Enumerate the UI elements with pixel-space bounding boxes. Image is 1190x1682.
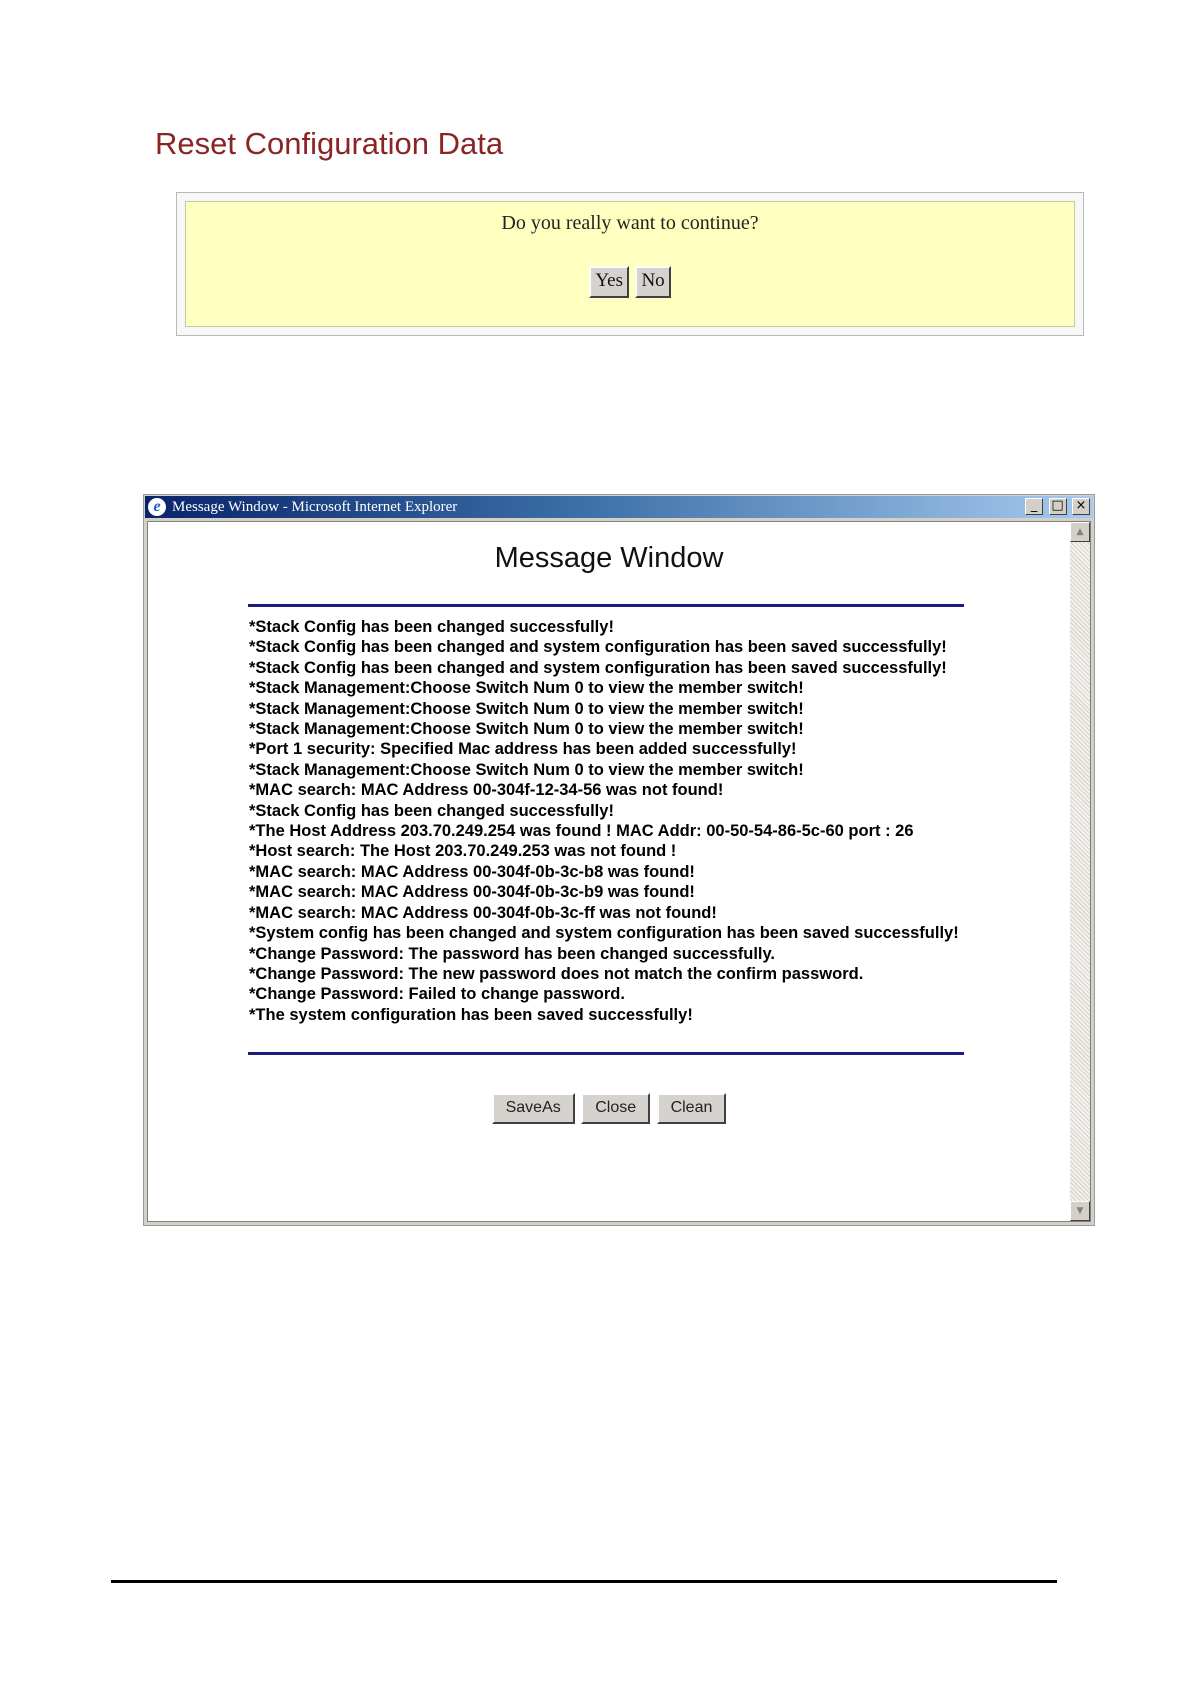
message-list [249, 617, 965, 1025]
message-item: *Host search: The Host 203.70.249.253 was not found ! [249, 842, 677, 861]
message-item: *Stack Config has been changed successfully! [249, 618, 614, 636]
message-item: *Change Password: The new password does not match the confirm password. [249, 964, 864, 983]
message-item: *Stack Management:Choose Switch Num 0 to view the member switch! [249, 679, 804, 698]
message-item: *Change Password: Failed to change password. [249, 985, 625, 1004]
confirm-buttons [186, 266, 1074, 298]
clean-button[interactable]: Clean [657, 1093, 727, 1124]
message-item: *MAC search: MAC Address 00-304f-0b-3c-b8 was found! [249, 862, 695, 881]
message-item: *Stack Management:Choose Switch Num 0 to view the member switch! [249, 699, 804, 718]
window-client-area [147, 521, 1091, 1222]
window-title: Message Window - Microsoft Internet Explorer [172, 499, 458, 515]
message-item: *MAC search: MAC Address 00-304f-0b-3c-ff was not found! [249, 903, 717, 922]
message-item: *The Host Address 203.70.249.254 was found ! MAC Addr: 00-50-54-86-5c-60 port : 26 [249, 822, 914, 841]
scroll-up-icon[interactable]: ▲ [1070, 522, 1090, 542]
vertical-scrollbar[interactable] [1070, 522, 1090, 1221]
message-item: *MAC search: MAC Address 00-304f-0b-3c-b9 was found! [249, 883, 695, 902]
message-item: *Stack Management:Choose Switch Num 0 to view the member switch! [249, 720, 804, 739]
message-item: *MAC search: MAC Address 00-304f-12-34-56 was not found! [249, 781, 724, 800]
scroll-down-icon[interactable]: ▼ [1070, 1201, 1090, 1221]
message-item: *The system configuration has been saved successfully! [249, 1005, 693, 1024]
close-icon[interactable]: × [1072, 498, 1090, 515]
footer-divider [111, 1580, 1057, 1583]
confirm-panel-inner [185, 201, 1075, 327]
message-window [143, 494, 1095, 1226]
no-button[interactable]: No [635, 266, 670, 298]
yes-button[interactable]: Yes [589, 266, 629, 298]
confirm-panel [176, 192, 1084, 336]
message-content [148, 522, 1070, 1221]
message-item: *Port 1 security: Specified Mac address has been added successfully! [249, 740, 797, 759]
divider-bottom [248, 1052, 964, 1055]
message-item: *Stack Management:Choose Switch Num 0 to view the member switch! [249, 760, 804, 779]
message-window-buttons [148, 1093, 1070, 1124]
maximize-icon[interactable]: □ [1049, 498, 1067, 515]
message-item: *System config has been changed and system configuration has been saved successfully! [249, 924, 959, 943]
message-item: *Stack Config has been changed and system configuration has been saved successfully! [249, 638, 947, 657]
minimize-icon[interactable]: _ [1025, 498, 1043, 515]
reset-config-title: Reset Configuration Data [155, 126, 504, 161]
saveas-button[interactable]: SaveAs [492, 1093, 575, 1124]
window-controls [1024, 498, 1090, 516]
message-item: *Stack Config has been changed and system configuration has been saved successfully! [249, 658, 947, 677]
ie-logo-icon: e [148, 498, 166, 516]
window-titlebar[interactable] [145, 496, 1093, 518]
close-button[interactable]: Close [581, 1093, 650, 1124]
divider-top [248, 604, 964, 607]
message-item: *Stack Config has been changed successfully! [249, 801, 614, 820]
page-title: Message Window [494, 542, 724, 574]
message-item: *Change Password: The password has been changed successfully. [249, 944, 776, 963]
confirm-question: Do you really want to continue? [501, 212, 759, 234]
